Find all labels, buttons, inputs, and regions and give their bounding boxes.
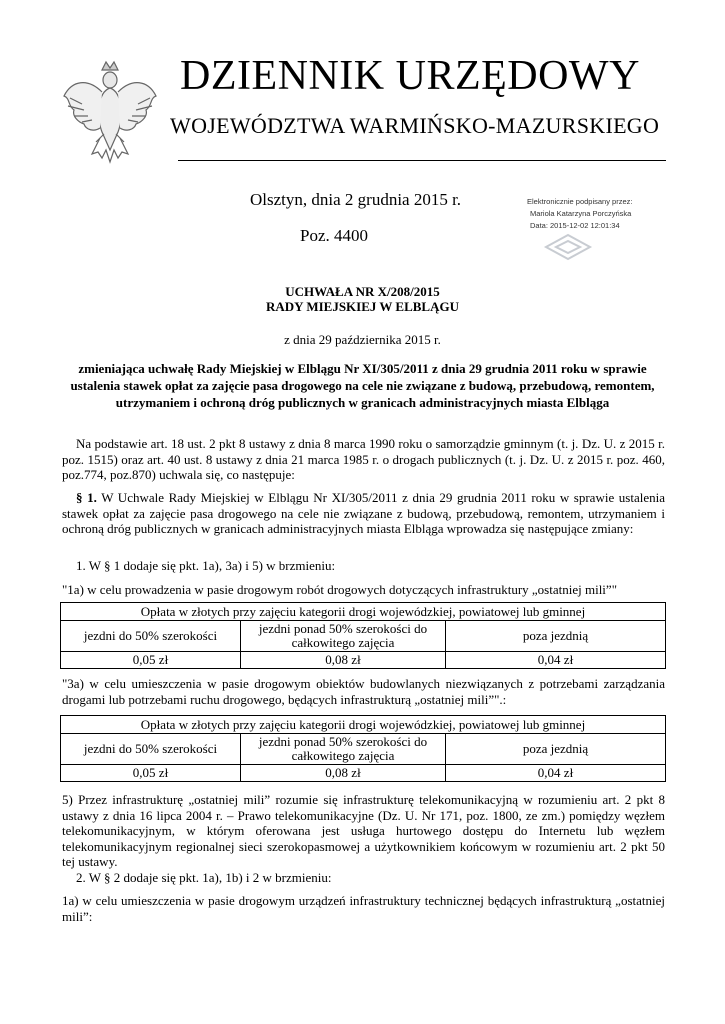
signature-date: Data: 2015-12-02 12:01:34 — [530, 221, 620, 230]
journal-title: DZIENNIK URZĘDOWY — [180, 53, 640, 99]
table-cell: 0,08 zł — [241, 652, 446, 669]
table-row — [61, 716, 666, 734]
item-1: 1. W § 1 dodaje się pkt. 1a), 3a) i 5) w brzmieniu: — [76, 558, 336, 573]
table-row — [61, 621, 666, 652]
resolution-subject: zmieniająca uchwałę Rady Miejskiej w Elblągu Nr XI/305/2011 z dnia 29 grudnia 2011 roku w sprawie ustalenia stawek opłat za zajęcie pasa drogowego na cele nie związane z budową, przebudową, remontem, utrzymaniem i ochroną dróg publicznych w granicach administracyjnych miasta Elbląga — [70, 361, 655, 410]
table-row — [61, 765, 666, 782]
fee-table-3a — [60, 715, 666, 782]
header-divider — [178, 160, 666, 161]
quote-1a: "1a) w celu prowadzenia w pasie drogowym robót drogowych dotyczących infrastruktury „ostatniej mili”" — [62, 582, 617, 597]
resolution-title — [60, 284, 665, 314]
paragraph-1 — [62, 490, 665, 537]
column-header: poza jezdnią — [446, 621, 666, 652]
legal-basis: Na podstawie art. 18 ust. 2 pkt 8 ustawy z dnia 8 marca 1990 roku o samorządzie gminnym (t. j. Dz. U. z 2015 r. poz. 1515) oraz art. 40 ust. 8 ustawy z dnia 21 marca 1985 r. o drogach publicznych (t. j. Dz. U. z 2015 r. poz. 460, poz.774, poz.870) uchwala się, co następuje: — [62, 436, 665, 482]
signature-line: Elektronicznie podpisany przez: — [527, 197, 633, 206]
table-header: Opłata w złotych przy zajęciu kategorii drogi wojewódzkiej, powiatowej lub gminnej — [61, 603, 666, 621]
resolution-council: RADY MIEJSKIEJ W ELBLĄGU — [266, 299, 459, 314]
paragraph-1-label: § 1. — [76, 490, 97, 505]
column-header: poza jezdnią — [446, 734, 666, 765]
table-row — [61, 603, 666, 621]
resolution-date: z dnia 29 października 2015 r. — [284, 332, 441, 347]
table-header: Opłata w złotych przy zajęciu kategorii drogi wojewódzkiej, powiatowej lub gminnej — [61, 716, 666, 734]
item-2: 2. W § 2 dodaje się pkt. 1a), 1b) i 2 w brzmieniu: — [76, 870, 332, 885]
journal-subtitle: WOJEWÓDZTWA WARMIŃSKO-MAZURSKIEGO — [170, 113, 660, 138]
table-row — [61, 652, 666, 669]
signature-signer: Mariola Katarzyna Porczyńska — [530, 209, 632, 218]
column-header: jezdni do 50% szerokości — [61, 621, 241, 652]
point-5: 5) Przez infrastrukturę „ostatniej mili” rozumie się infrastrukturę telekomunikacyjną w rozumieniu art. 2 pkt 8 ustawy z dnia 16 lipca 2004 r. – Prawo telekomunikacyjne (Dz. U. Nr 171, poz. 1800, ze zm.) pomiędzy węzłem telekomunikacyjnym, w którym oferowana jest usługa hurtowego dostępu do Internetu lub węzłem telekomunikacyjnym regionalnej sieci szerokopasmowej a użytkownikiem końcowym w rozumieniu art. 2 pkt 50 tej ustawy. — [62, 792, 665, 869]
column-header: jezdni ponad 50% szerokości do całkowitego zajęcia — [241, 734, 446, 765]
table-cell: 0,04 zł — [446, 765, 666, 782]
point-1a-section-2: 1a) w celu umieszczenia w pasie drogowym urządzeń infrastruktury technicznej będących infrastrukturą „ostatniej mili”: — [62, 893, 665, 924]
column-header: jezdni do 50% szerokości — [61, 734, 241, 765]
table-cell: 0,04 zł — [446, 652, 666, 669]
signature-stamp-icon — [540, 232, 596, 262]
table-cell: 0,08 zł — [241, 765, 446, 782]
fee-table-1a — [60, 602, 666, 669]
column-header: jezdni ponad 50% szerokości do całkowitego zajęcia — [241, 621, 446, 652]
table-cell: 0,05 zł — [61, 765, 241, 782]
place-date: Olsztyn, dnia 2 grudnia 2015 r. — [250, 190, 462, 209]
table-cell: 0,05 zł — [61, 652, 241, 669]
table-row — [61, 734, 666, 765]
position-number: Poz. 4400 — [300, 226, 368, 245]
electronic-signature — [527, 196, 697, 232]
paragraph-1-text: W Uchwale Rady Miejskiej w Elblągu Nr XI/305/2011 z dnia 29 grudnia 2011 roku w sprawie ustalenia stawek opłat za zajęcie pasa drogowego na cele nie związane z budową, przebudową, remontem, utrzymaniem i ochroną dróg publicznych w granicach administracyjnych miasta Elbląga wprowadza się następujące zmiany: — [62, 490, 666, 536]
resolution-number: UCHWAŁA NR X/208/2015 — [285, 284, 440, 299]
quote-3a: "3a) w celu umieszczenia w pasie drogowym obiektów budowlanych niezwiązanych z potrzebami zarządzania drogami lub potrzebami ruchu drogowego, będących infrastrukturą „ostatniej mili”".: — [62, 676, 665, 707]
eagle-emblem — [60, 58, 160, 168]
